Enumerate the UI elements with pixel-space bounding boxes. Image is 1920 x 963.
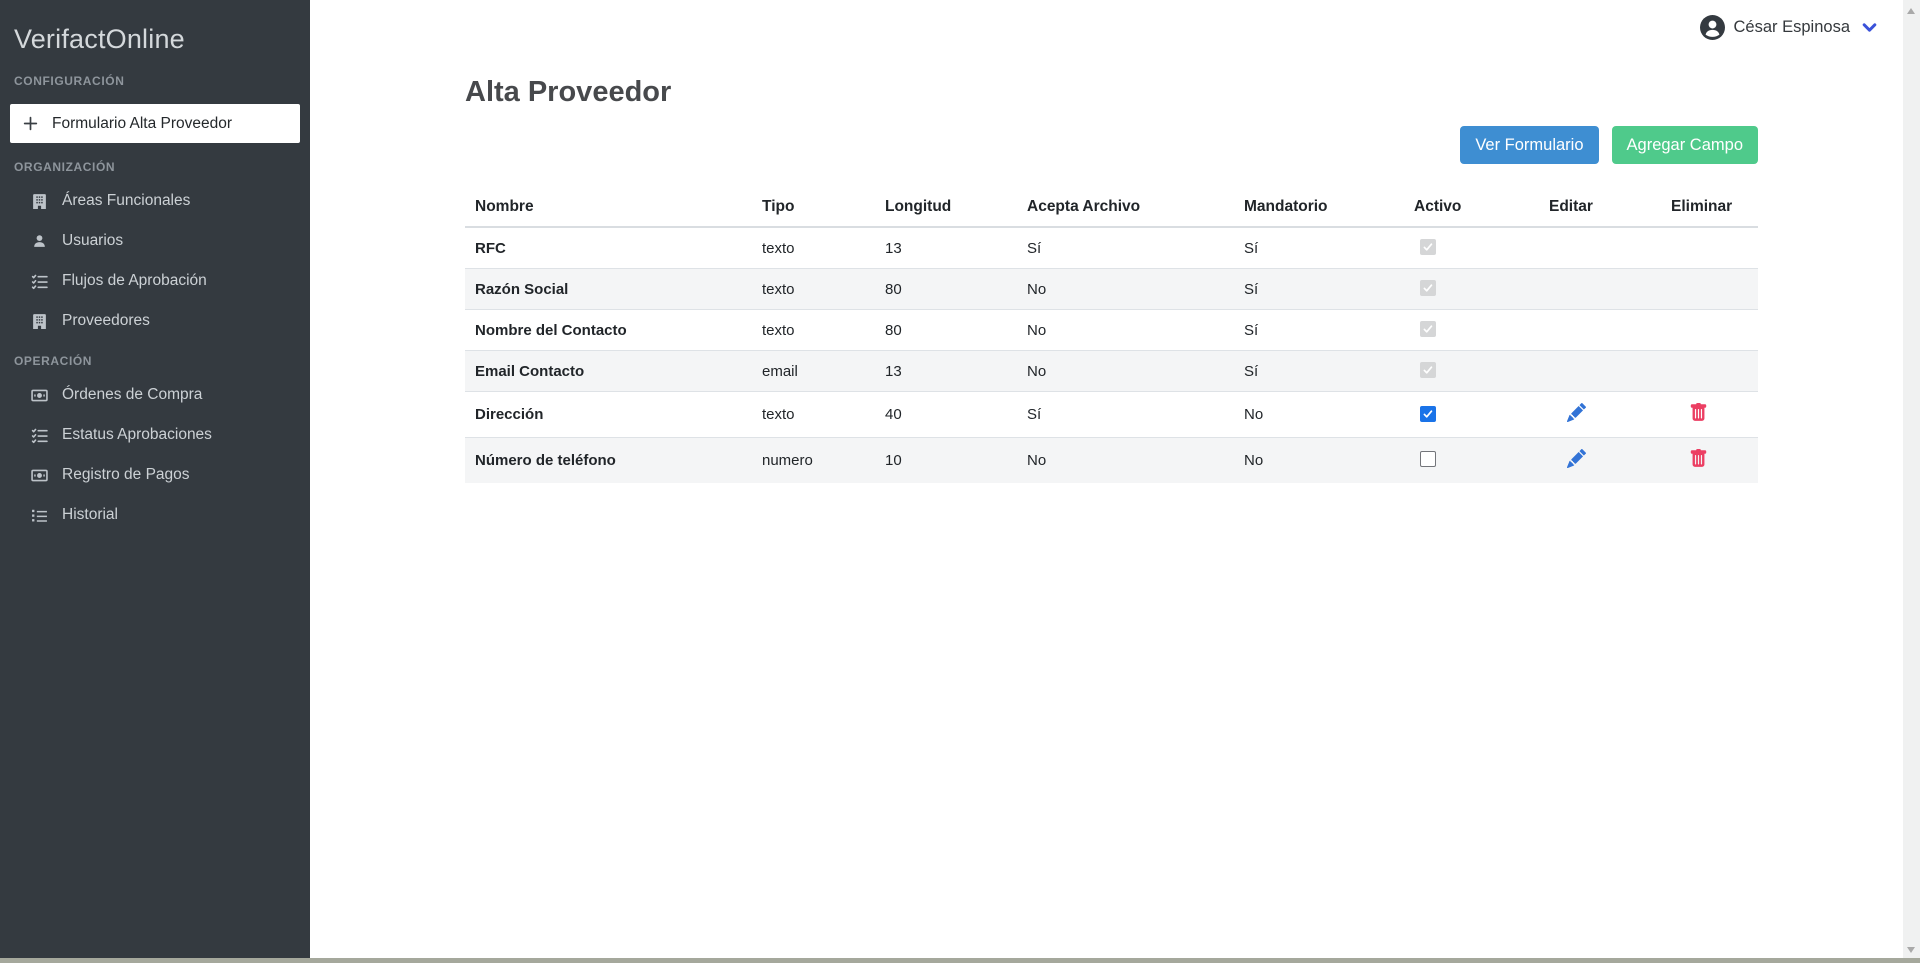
field-length-cell: 10 [885, 452, 902, 469]
user-menu[interactable] [1700, 15, 1878, 40]
person-circle-icon [1700, 15, 1725, 40]
table-row [465, 227, 1758, 269]
edit-cell [1539, 438, 1661, 484]
field-length-cell: 40 [885, 406, 902, 423]
field-length-cell: 13 [885, 239, 902, 257]
delete-cell [1661, 351, 1758, 392]
active-cell [1404, 438, 1539, 484]
accepts-file-cell: No [1027, 321, 1047, 339]
delete-button[interactable] [1689, 449, 1708, 468]
sidebar-item-areas-funcionales[interactable] [0, 181, 310, 221]
add-field-button[interactable]: Agregar Campo [1612, 126, 1758, 164]
list-icon [31, 507, 48, 524]
page-title: Alta Proveedor [465, 76, 672, 108]
field-type-cell: texto [762, 406, 795, 423]
table-row [465, 269, 1758, 310]
column-header-activo: Activo [1404, 194, 1539, 227]
cash-icon [31, 387, 48, 404]
accepts-file-cell: No [1027, 452, 1047, 469]
main-content [310, 0, 1920, 963]
edit-cell [1539, 392, 1661, 438]
sidebar-section-label: CONFIGURACIÓN [14, 74, 125, 88]
field-name-cell: Dirección [475, 406, 544, 423]
field-name-cell: Razón Social [475, 280, 569, 298]
table-row [465, 310, 1758, 351]
mandatory-cell: Sí [1244, 280, 1259, 298]
sidebar-item-label: Áreas Funcionales [62, 192, 191, 209]
field-type-cell: texto [762, 280, 795, 298]
sidebar-section-label: OPERACIÓN [14, 354, 93, 368]
sidebar-item-label: Flujos de Aprobación [62, 272, 207, 289]
field-length-cell: 80 [885, 321, 902, 339]
active-checkbox [1420, 239, 1436, 255]
sidebar-item-estatus-aprobaciones[interactable] [0, 415, 310, 455]
active-cell [1404, 227, 1539, 269]
column-header-tipo: Tipo [752, 194, 875, 227]
column-header-nombre: Nombre [465, 194, 752, 227]
edit-cell [1539, 351, 1661, 392]
vertical-scrollbar[interactable] [1903, 0, 1920, 963]
sidebar-item-label: Registro de Pagos [62, 466, 190, 483]
active-checkbox [1420, 362, 1436, 378]
sidebar-item-label: Proveedores [62, 312, 150, 329]
plus-icon [22, 115, 39, 132]
sidebar [0, 0, 310, 963]
accepts-file-cell: Sí [1027, 406, 1042, 423]
chevron-down-icon [1861, 19, 1878, 36]
sidebar-item-historial[interactable] [0, 495, 310, 535]
edit-cell [1539, 269, 1661, 310]
column-header-longitud: Longitud [875, 194, 1017, 227]
active-cell [1404, 351, 1539, 392]
sidebar-section-label: ORGANIZACIÓN [14, 160, 116, 174]
delete-button[interactable] [1689, 403, 1708, 422]
list-check-icon [31, 427, 48, 444]
active-checkbox[interactable] [1420, 451, 1436, 467]
accepts-file-cell: No [1027, 280, 1047, 298]
topbar [310, 0, 1920, 54]
mandatory-cell: No [1244, 452, 1264, 469]
active-cell [1404, 392, 1539, 438]
accepts-file-cell: Sí [1027, 239, 1042, 257]
view-form-button[interactable]: Ver Formulario [1460, 126, 1598, 164]
field-length-cell: 80 [885, 280, 902, 298]
active-cell [1404, 269, 1539, 310]
building-icon [31, 313, 48, 330]
active-checkbox[interactable] [1420, 406, 1436, 422]
field-type-cell: texto [762, 321, 795, 339]
table-row [465, 351, 1758, 392]
active-cell [1404, 310, 1539, 351]
edit-button[interactable] [1567, 449, 1586, 468]
sidebar-item-label: Órdenes de Compra [62, 386, 203, 403]
field-type-cell: email [762, 362, 798, 380]
accepts-file-cell: No [1027, 362, 1047, 380]
edit-cell [1539, 227, 1661, 269]
field-type-cell: texto [762, 239, 795, 257]
delete-cell [1661, 227, 1758, 269]
mandatory-cell: No [1244, 406, 1264, 423]
sidebar-item-proveedores[interactable] [0, 301, 310, 341]
page [310, 76, 1920, 483]
sidebar-item-label: Estatus Aprobaciones [62, 426, 212, 443]
app-brand[interactable]: VerifactOnline [14, 24, 185, 54]
fields-table [465, 194, 1758, 483]
sidebar-item-label: Usuarios [62, 232, 124, 249]
field-length-cell: 13 [885, 362, 902, 380]
sidebar-item-registro-de-pagos[interactable] [0, 455, 310, 495]
sidebar-item-flujos-de-aprobacion[interactable] [0, 261, 310, 301]
table-row [465, 438, 1758, 484]
mandatory-cell: Sí [1244, 321, 1259, 339]
scroll-up-arrow-icon[interactable] [1907, 8, 1915, 14]
edit-button[interactable] [1567, 403, 1586, 422]
delete-cell [1661, 269, 1758, 310]
sidebar-item-label: Formulario Alta Proveedor [52, 114, 233, 132]
table-row [465, 392, 1758, 438]
column-header-eliminar: Eliminar [1661, 194, 1758, 227]
cash-icon [31, 467, 48, 484]
sidebar-item-formulario-alta-proveedor[interactable] [10, 104, 300, 143]
sidebar-nav [0, 61, 310, 535]
table-header-row [465, 194, 1758, 227]
sidebar-item-ordenes-de-compra[interactable] [0, 375, 310, 415]
person-icon [31, 233, 48, 250]
active-checkbox [1420, 280, 1436, 296]
mandatory-cell: Sí [1244, 362, 1259, 380]
delete-cell [1661, 310, 1758, 351]
edit-cell [1539, 310, 1661, 351]
field-name-cell: Número de teléfono [475, 452, 616, 469]
sidebar-item-usuarios[interactable] [0, 221, 310, 261]
scroll-down-arrow-icon[interactable] [1907, 947, 1915, 953]
column-header-mandatorio: Mandatorio [1234, 194, 1404, 227]
sidebar-item-label: Historial [62, 506, 118, 523]
list-check-icon [31, 273, 48, 290]
bottom-edge-bar [0, 958, 1920, 963]
action-buttons [465, 126, 1758, 164]
column-header-acepta-archivo: Acepta Archivo [1017, 194, 1234, 227]
delete-cell [1661, 438, 1758, 484]
field-name-cell: RFC [475, 239, 506, 257]
field-name-cell: Email Contacto [475, 362, 585, 380]
field-type-cell: numero [762, 452, 813, 469]
column-header-editar: Editar [1539, 194, 1661, 227]
user-name: César Espinosa [1733, 17, 1850, 36]
field-name-cell: Nombre del Contacto [475, 321, 627, 339]
building-icon [31, 193, 48, 210]
delete-cell [1661, 392, 1758, 438]
mandatory-cell: Sí [1244, 239, 1259, 257]
active-checkbox [1420, 321, 1436, 337]
